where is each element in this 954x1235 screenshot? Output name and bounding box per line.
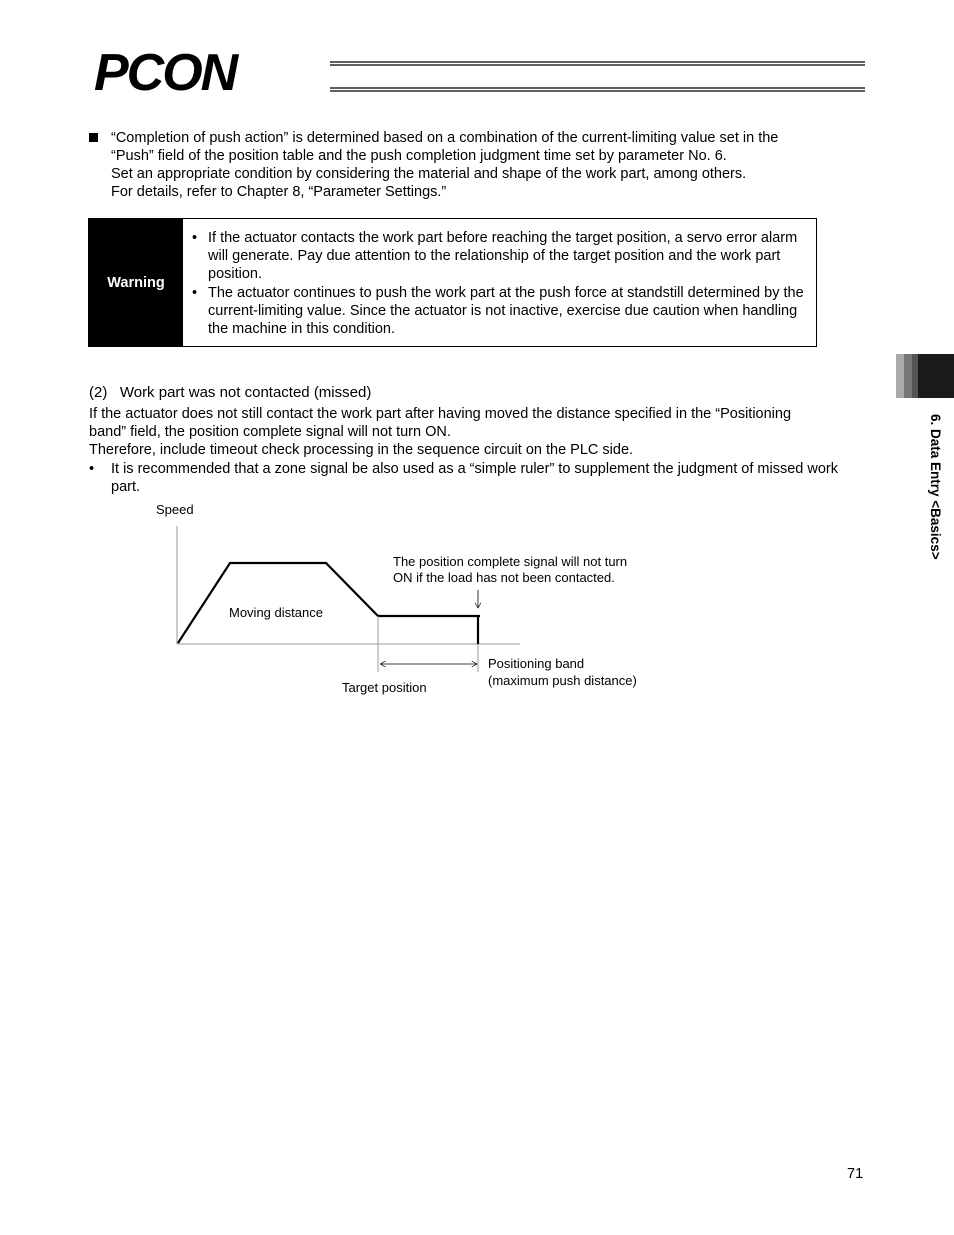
warning-item-text: The actuator continues to push the work part at the push force at standstill determined by the current-limiting value. Since the actuator is not inactive, exercise due caution when handling the machine in this condition.	[208, 285, 804, 337]
note-line-2: “Push” field of the position table and the push completion judgment time set by parameter No. 6.	[111, 148, 727, 164]
warning-item-text: If the actuator contacts the work part before reaching the target position, a servo error alarm will generate. Pay due attention to the relationship of the target position and the work part position.	[208, 230, 798, 282]
note-line-3: Set an appropriate condition by considering the material and shape of the work part, among others.	[111, 166, 747, 182]
section-bullet-text: It is recommended that a zone signal be also used as a “simple ruler” to supplement the judgment of missed work part.	[111, 461, 838, 495]
speed-label: Speed	[156, 502, 194, 517]
section-body-line-3: Therefore, include timeout check processing in the sequence circuit on the PLC side.	[89, 442, 634, 458]
square-bullet-icon	[89, 133, 98, 142]
header-rule	[330, 61, 865, 93]
warning-list	[192, 229, 808, 338]
section-heading: (2) Work part was not contacted (missed)	[89, 384, 372, 401]
band-label-line-1: Positioning band	[488, 656, 585, 671]
chapter-tab-marker	[896, 354, 954, 398]
speed-profile-diagram	[150, 500, 670, 700]
band-label-line-2: (maximum push distance)	[488, 673, 637, 688]
warning-label: Warning	[89, 219, 183, 346]
section-bullet-item	[89, 460, 864, 496]
bullet-icon: •	[192, 285, 198, 301]
moving-distance-label: Moving distance	[229, 605, 323, 620]
logo-letter-p: PCON	[94, 46, 237, 94]
note-line-1: “Completion of push action” is determined based on a combination of the current-limiting value set in the	[111, 130, 779, 146]
section-body	[89, 405, 864, 459]
push-completion-note	[89, 129, 849, 201]
warning-box	[88, 218, 817, 347]
note-line-4: For details, refer to Chapter 8, “Parameter Settings.”	[111, 184, 447, 200]
signal-note-line-1: The position complete signal will not turn	[393, 554, 628, 569]
bullet-icon: •	[89, 461, 95, 477]
warning-item	[192, 229, 808, 283]
bullet-icon: •	[192, 230, 198, 246]
page-number: 71	[847, 1166, 864, 1182]
pcon-logo	[94, 46, 334, 94]
chapter-label: 6. Data Entry <Basics>	[928, 414, 943, 560]
target-position-label: Target position	[342, 680, 427, 695]
warning-item	[192, 284, 808, 338]
section-body-line-2: band” field, the position complete signal will not turn ON.	[89, 424, 451, 440]
signal-note-line-2: ON if the load has not been contacted.	[393, 570, 615, 585]
section-body-line-1: If the actuator does not still contact the work part after having moved the distance specified in the “Positioning	[89, 406, 792, 422]
